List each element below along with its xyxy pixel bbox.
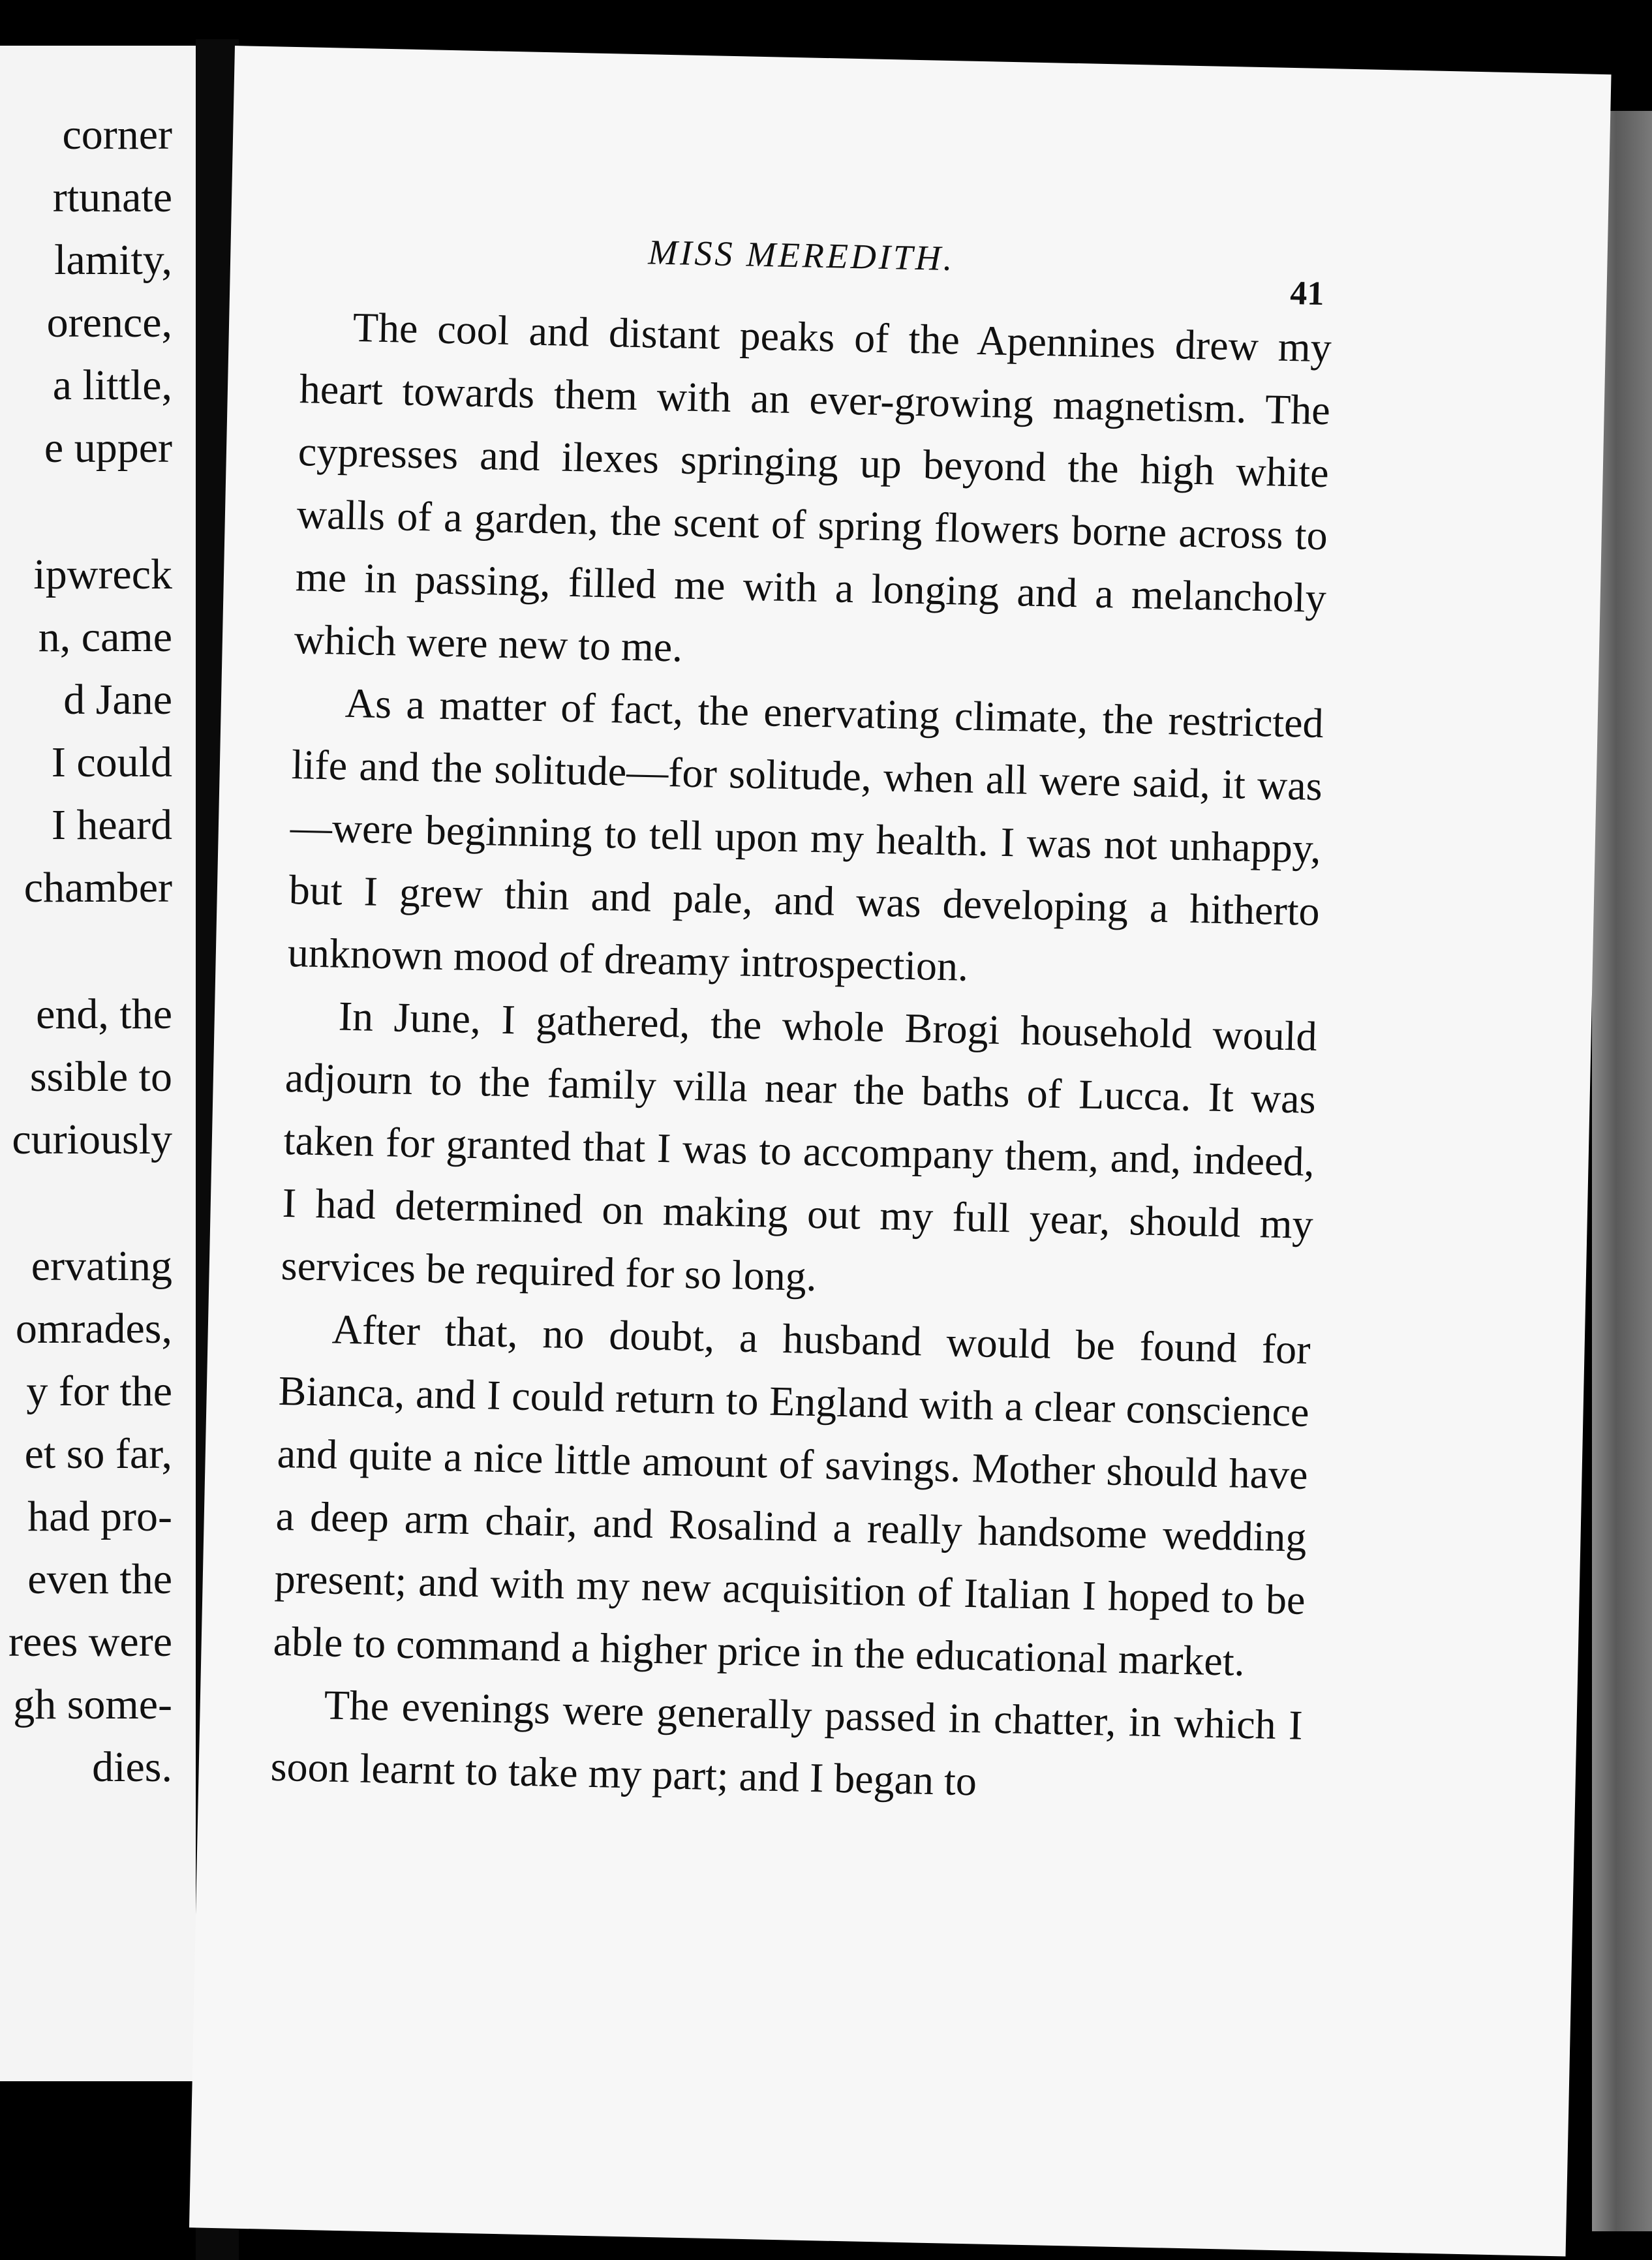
left-page-fragment: orence,: [46, 299, 172, 346]
left-page-fragment: rees were: [8, 1618, 172, 1666]
left-page-fragment: chamber: [23, 864, 172, 911]
left-page-fragment: I could: [51, 739, 172, 786]
left-page-fragment: d Jane: [63, 676, 172, 724]
body-text: [270, 295, 1332, 1820]
left-page-fragment: ervating: [31, 1242, 172, 1290]
left-page-fragment: dies.: [92, 1743, 172, 1791]
left-page-fragment: omrades,: [15, 1305, 172, 1352]
paragraph: In June, I gathered, the whole Brogi household would adjourn to the family villa near the baths of Lucca. It was taken for granted that I was to accompany them, and, indeed, I had determined on making out my full year, should my services be required for so long.: [281, 992, 1318, 1300]
page-number: 41: [1289, 274, 1324, 313]
left-page-fragment: y for the: [26, 1367, 172, 1415]
left-page-fragment: rtunate: [52, 174, 172, 221]
paragraph: The cool and distant peaks of the Apennines drew my heart towards them with an ever-growing magnetism. The cypresses and ilexes springing up beyond the high white walls of a garden, the scent of spring flowers borne across to me in passing, filled me with a longing and a melancholy which were new to me.: [294, 303, 1332, 671]
left-page-fragment: end, the: [36, 990, 172, 1038]
paragraph: The evenings were generally passed in chatter, in which I soon learnt to take my part; and I began to: [270, 1681, 1304, 1805]
paragraph: As a matter of fact, the enervating climate, the restricted life and the solitude—for solitude, when all were said, it was—were beginning to tell upon my health. I was not unhappy, but I grew thin and pale, and was developing a hitherto unknown mood of dreamy introspection.: [287, 679, 1324, 990]
paragraph: After that, no doubt, a husband would be found for Bianca, and I could return to England with a clear conscience and quite a nice little amount of savings. Mother should have a deep arm chair, and Rosalind a really handsome wedding present; and with my new acquisition of Italian I hoped to be able to command a higher price in the educational market.: [273, 1306, 1311, 1685]
right-page: [189, 46, 1612, 2256]
left-page-fragment: ipwreck: [33, 551, 172, 598]
left-facing-page: [0, 46, 196, 2081]
left-page-fragment: ssible to: [29, 1053, 172, 1101]
left-page-fragment: lamity,: [54, 236, 172, 284]
left-page-fragment: even the: [27, 1555, 172, 1603]
running-head: MISS MEREDITH.: [647, 232, 955, 279]
left-page-fragment: I heard: [51, 801, 172, 849]
left-page-fragment: curiously: [12, 1116, 172, 1163]
left-page-fragment: n, came: [38, 613, 172, 661]
left-page-fragment: had pro-: [27, 1493, 172, 1540]
left-page-fragment: gh some-: [13, 1681, 172, 1728]
left-page-fragment: et so far,: [24, 1430, 172, 1478]
left-page-fragment: e upper: [44, 424, 172, 472]
left-page-fragment: corner: [62, 111, 172, 159]
left-page-fragment: a little,: [52, 361, 172, 409]
